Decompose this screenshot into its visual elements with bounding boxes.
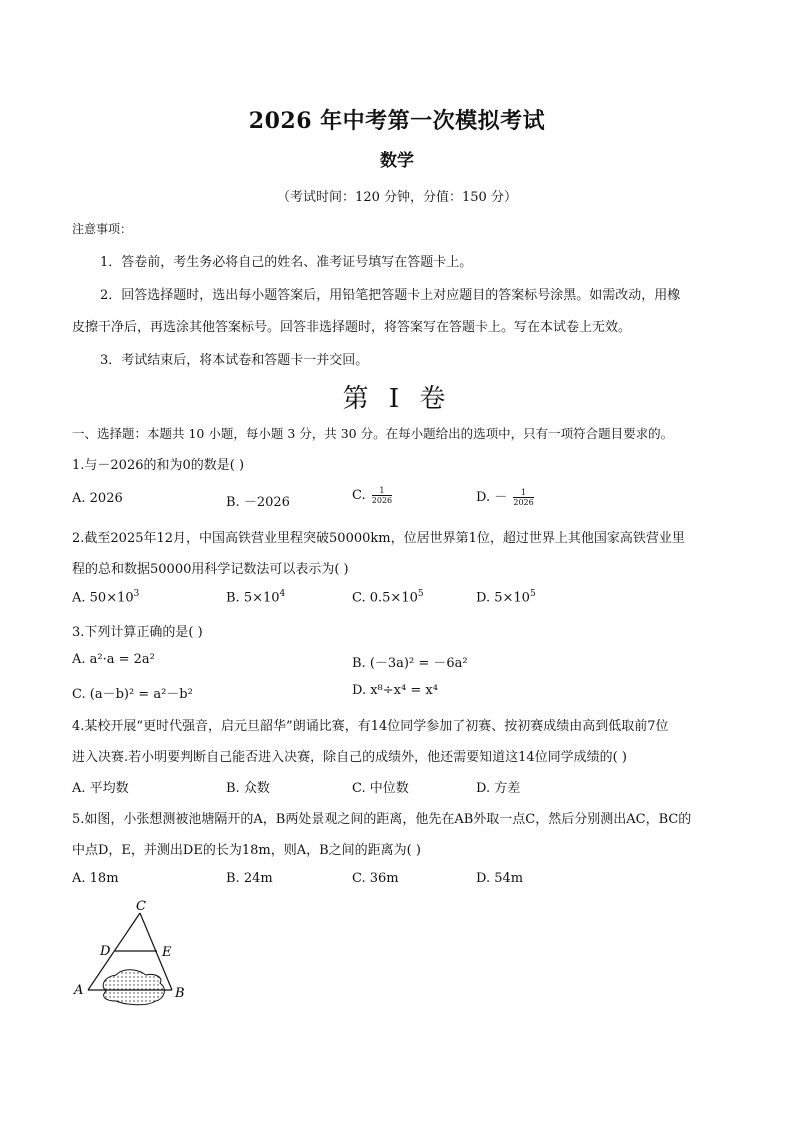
exam-title: 2026 年中考第一次模拟考试 [248, 108, 546, 134]
option-c-label: C. [352, 488, 366, 503]
question-1-option-b: B. －2026 [226, 495, 290, 510]
notice-heading: 注意事项： [72, 222, 133, 236]
fraction-numerator: 1 [372, 486, 392, 496]
notice-item-2-line-1: 2．回答选择题时，选出每小题答案后，用铅笔把答题卡上对应题目的答案标号涂黑。如需改动，用橡 [100, 288, 681, 303]
question-5-option-c: C. 36m [352, 871, 399, 886]
label-c: C [136, 899, 146, 914]
question-2-option-c [352, 589, 424, 605]
fraction-denominator: 2026 [513, 498, 534, 507]
notice-item-2-line-2: 皮擦干净后，再选涂其他答案标号。回答非选择题时，将答案写在答题卡上。写在本试卷上无效。 [72, 320, 632, 335]
question-1-option-d [476, 486, 534, 507]
question-2-option-d [476, 589, 536, 605]
question-2-option-b [226, 589, 285, 605]
option-d-label: D. － [476, 490, 508, 505]
option-label: B. 5×10 [226, 590, 280, 606]
section-instruction: 一、选择题：本题共 10 小题，每小题 3 分，共 30 分。在每小题给出的选项中，只有一项符合题目要求的。 [72, 426, 674, 441]
question-1-option-a: A. 2026 [72, 491, 123, 506]
label-b: B [175, 986, 185, 1001]
question-2-option-a [72, 589, 139, 605]
question-4-option-a: A. 平均数 [72, 781, 129, 796]
notice-item-3: 3．考试结束后，将本试卷和答题卡一并交回。 [100, 353, 369, 368]
question-3-option-d: D. x⁸÷x⁴ = x⁴ [352, 683, 438, 698]
exponent: 3 [133, 589, 140, 599]
question-5-option-d: D. 54m [476, 871, 524, 886]
label-d: D [100, 944, 111, 959]
fraction [372, 486, 392, 505]
option-label: C. 0.5×10 [352, 590, 418, 606]
exponent: 5 [529, 589, 536, 599]
question-5-line-2: 中点D，E，并测出DE的长为18m，则A，B之间的距离为( ) [72, 843, 421, 858]
subject-title: 数学 [380, 151, 414, 171]
question-5-option-b: B. 24m [226, 871, 273, 886]
option-label: A. 50×10 [72, 590, 134, 606]
question-5-line-1: 5.如图，小张想测被池塘隔开的A，B两处景观之间的距离，他先在AB外取一点C，然后分别测出AC，BC的 [72, 812, 692, 827]
fraction-numerator: 1 [513, 488, 533, 498]
fraction [513, 488, 533, 507]
exponent: 4 [279, 589, 286, 599]
question-4-line-2: 进入决赛.若小明要判断自己能否进入决赛，除自己的成绩外，他还需要知道这14位同学成绩的( ) [72, 750, 627, 765]
notice-item-1: 1．答卷前，考生务必将自己的姓名、准考证号填写在答题卡上。 [100, 255, 473, 270]
exponent: 5 [417, 589, 424, 599]
question-4-line-1: 4.某校开展“更时代强音，启元旦韶华”朗诵比赛，有14位同学参加了初赛、按初赛成绩由高到低取前7位 [72, 719, 669, 734]
pond-shape [103, 970, 164, 1005]
question-3-stem: 3.下列计算正确的是( ) [72, 625, 203, 640]
triangle-pond-figure [60, 895, 200, 1010]
fraction-denominator: 2026 [371, 496, 393, 505]
question-5-option-a: A. 18m [72, 871, 119, 886]
question-2-line-1: 2.截至2025年12月，中国高铁营业里程突破50000km，位居世界第1位，超过世界上其他国家高铁营业里 [72, 531, 685, 546]
question-2-line-2: 程的总和数据50000用科学记数法可以表示为( ) [72, 562, 349, 577]
question-3-option-c: C. (a－b)² = a²－b² [72, 687, 193, 702]
question-4-option-c: C. 中位数 [352, 781, 409, 796]
question-1-option-c [352, 486, 392, 505]
question-4-option-b: B. 众数 [226, 781, 270, 796]
question-1-stem: 1.与－2026的和为0的数是( ) [72, 458, 245, 473]
label-a: A [74, 983, 84, 998]
section-title: 第 I 卷 [342, 384, 452, 414]
option-label: D. 5×10 [476, 590, 530, 606]
question-3-option-a: A. a²·a = 2a² [72, 652, 155, 667]
question-4-option-d: D. 方差 [476, 781, 521, 796]
question-3-option-b: B. (－3a)² = －6a² [352, 656, 468, 671]
exam-info: （考试时间：120 分钟，分值：150 分） [277, 190, 517, 205]
label-e: E [162, 945, 172, 960]
